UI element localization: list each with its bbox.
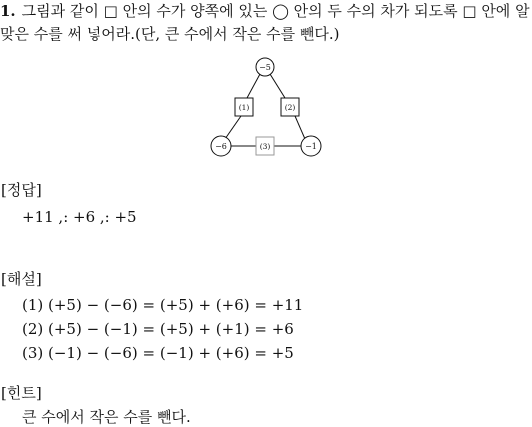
box-right-label: (2) [284, 103, 296, 112]
problem-statement [0, 0, 532, 46]
edge-top-left [247, 74, 260, 98]
edge-right-bottom [295, 116, 305, 139]
problem-text: 그림과 같이 □ 안의 수가 양쪽에 있는 ◯ 안의 두 수의 차가 되도록 □ 안에 알맞은 수를 써 넣어라.(단, 큰 수에서 작은 수를 뺀다.) [0, 2, 530, 43]
triangle-diagram [200, 55, 330, 165]
explanation-lines [22, 293, 303, 365]
triangle-diagram-svg [200, 55, 330, 165]
circle-right-label: −1 [305, 142, 317, 151]
box-left-label: (1) [238, 103, 250, 112]
answer-heading: [정답] [1, 181, 42, 199]
circle-top-label: −5 [259, 63, 271, 72]
circle-left-label: −6 [215, 142, 227, 151]
edge-top-right [270, 74, 285, 98]
box-bottom-label: (3) [259, 142, 271, 151]
explanation-line-1: (1) (+5) − (−6) = (+5) + (+6) = +11 [22, 296, 304, 314]
edge-left-bottom [225, 116, 241, 139]
hint-text: 큰 수에서 작은 수를 뺀다. [22, 408, 191, 426]
explanation-line-2: (2) (+5) − (−1) = (+5) + (+1) = +6 [22, 320, 294, 338]
problem-number: 1. [0, 2, 16, 20]
explanation-line-3: (3) (−1) − (−6) = (−1) + (+6) = +5 [22, 344, 294, 362]
explanation-heading: [해설] [1, 270, 42, 288]
answer-text: +11 ,: +6 ,: +5 [22, 208, 137, 226]
hint-heading: [힌트] [1, 384, 42, 402]
